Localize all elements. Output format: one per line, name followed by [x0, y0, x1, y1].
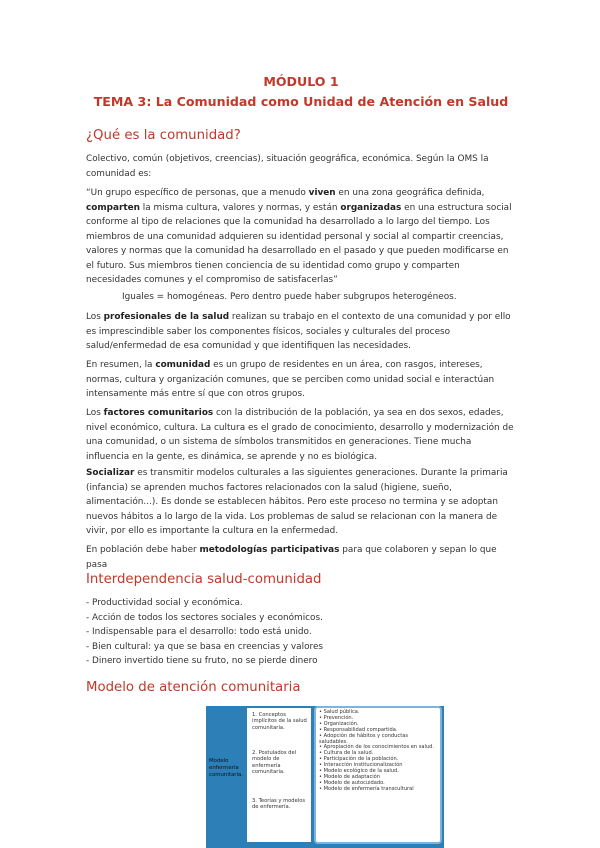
diagram-right-item: • Salud pública.	[319, 710, 437, 716]
paragraph-factores: Los factores comunitarios con la distribución de la población, ya sea en dos sexos, edades, nivel económico, cultura. La cultura es el grado de conocimiento, desarrollo y modernización de una comunidad, o un sistema de símbolos transmitidos en generaciones. Tiene mucha influencia en la gente, es dinámica, se aprende y no es biológica.	[86, 408, 514, 462]
diagram-right-item: • Interacción institucionalización	[319, 763, 437, 769]
section-heading-modelo: Modelo de atención comunitaria	[86, 680, 301, 695]
diagram-right-item: • Modelo de enfermería transcultural	[319, 787, 437, 793]
diagram-right-item: • Modelo de adaptación	[319, 775, 437, 781]
list-item: - Acción de todos los sectores sociales y económicos.	[86, 611, 516, 626]
paragraph-socializar: Socializar es transmitir modelos culturales a las siguientes generaciones. Durante la primaria (infancia) se aprenden muchos factores relacionados con la salud (higiene, sueño, alimentación...). Es donde se establecen hábitos. Pero este proceso no termina y se adoptan nuevos hábitos a lo largo de la vida. Los problemas de salud se relacionan con la manera de vivir, por ello es importante la cultura en la enfermedad.	[86, 468, 508, 536]
paragraph-resumen: En resumen, la comunidad es un grupo de residentes en un área, con rasgos, intereses, normas, cultura y organización comunes, que se perciben como unidad social e interactúan intensamente más entre sí que con otros grupos.	[86, 360, 495, 399]
topic-title: TEMA 3: La Comunidad como Unidad de Atención en Salud	[93, 94, 509, 109]
paragraph-iguales: Iguales = homogéneas. Pero dentro puede haber subgrupos heterogéneos.	[122, 292, 457, 302]
section-heading-interdependencia: Interdependencia salud-comunidad	[86, 572, 322, 587]
diagram-mid-item: 3. Teorías y modelos de enfermería.	[252, 798, 306, 811]
diagram-left-label: Modelo enfermería comunitaria.	[209, 758, 243, 778]
diagram-right-item: • Modelo de autocuidado.	[319, 781, 437, 787]
diagram-right-box	[314, 706, 442, 844]
modelo-diagram	[206, 706, 444, 848]
diagram-right-item: • Participación de la población.	[319, 757, 437, 763]
diagram-right-item: • Cultura de la salud.	[319, 751, 437, 757]
diagram-middle-box	[247, 708, 311, 842]
section-heading-comunidad: ¿Qué es la comunidad?	[86, 128, 241, 143]
diagram-right-item: • Adopción de hábitos y conductas saludables.	[319, 734, 437, 746]
diagram-mid-item: 2. Postulados del modelo de enfermería comunitaria.	[252, 750, 297, 776]
diagram-mid-item: 1. Conceptos implícitos de la salud comunitaria.	[252, 712, 307, 731]
list-item: - Bien cultural: ya que se basa en creencias y valores	[86, 640, 516, 655]
diagram-right-item: • Organización.	[319, 722, 437, 728]
list-item: - Productividad social y económica.	[86, 596, 516, 611]
list-item: - Dinero invertido tiene su fruto, no se pierde dinero	[86, 654, 516, 669]
paragraph-quote: “Un grupo específico de personas, que a menudo viven en una zona geográfica definida, comparten la misma cultura, valores y normas, y están organizadas en una estructura social conforme al tipo de relaciones que la comunidad ha desarrollado a lo largo del tiempo. Los miembros de una comunidad adquieren su identidad personal y social al compartir creencias, valores y normas que la comunidad ha desarrollado en el pasado y que pueden modificarse en el futuro. Sus miembros tienen conciencia de su identidad como grupo y comparten necesidades comunes y el compromiso de satisfacerlas”	[86, 188, 512, 285]
diagram-right-item: • Modelo ecológico de la salud.	[319, 769, 437, 775]
diagram-right-item: • Apropiación de los conocimientos en salud.	[319, 745, 437, 751]
paragraph-profesionales: Los profesionales de la salud realizan su trabajo en el contexto de una comunidad y por ello es imprescindible saber los componentes físicos, sociales y culturales del proceso salud/enfermedad de esa comunidad y que identifiquen las necesidades.	[86, 312, 511, 351]
document-title	[86, 72, 516, 112]
interdependencia-list	[86, 596, 516, 669]
diagram-right-item: • Prevención.	[319, 716, 437, 722]
list-item: - Indispensable para el desarrollo: todo está unido.	[86, 625, 516, 640]
diagram-right-item: • Responsabilidad compartida.	[319, 728, 437, 734]
paragraph-intro: Colectivo, común (objetivos, creencias), situación geográfica, económica. Según la OMS la comunidad es:	[86, 154, 489, 179]
paragraph-poblacion: En población debe haber metodologías participativas para que colaboren y sepan lo que pasa	[86, 545, 497, 570]
diagram-right-list	[316, 708, 440, 795]
module-title: MÓDULO 1	[263, 74, 339, 89]
